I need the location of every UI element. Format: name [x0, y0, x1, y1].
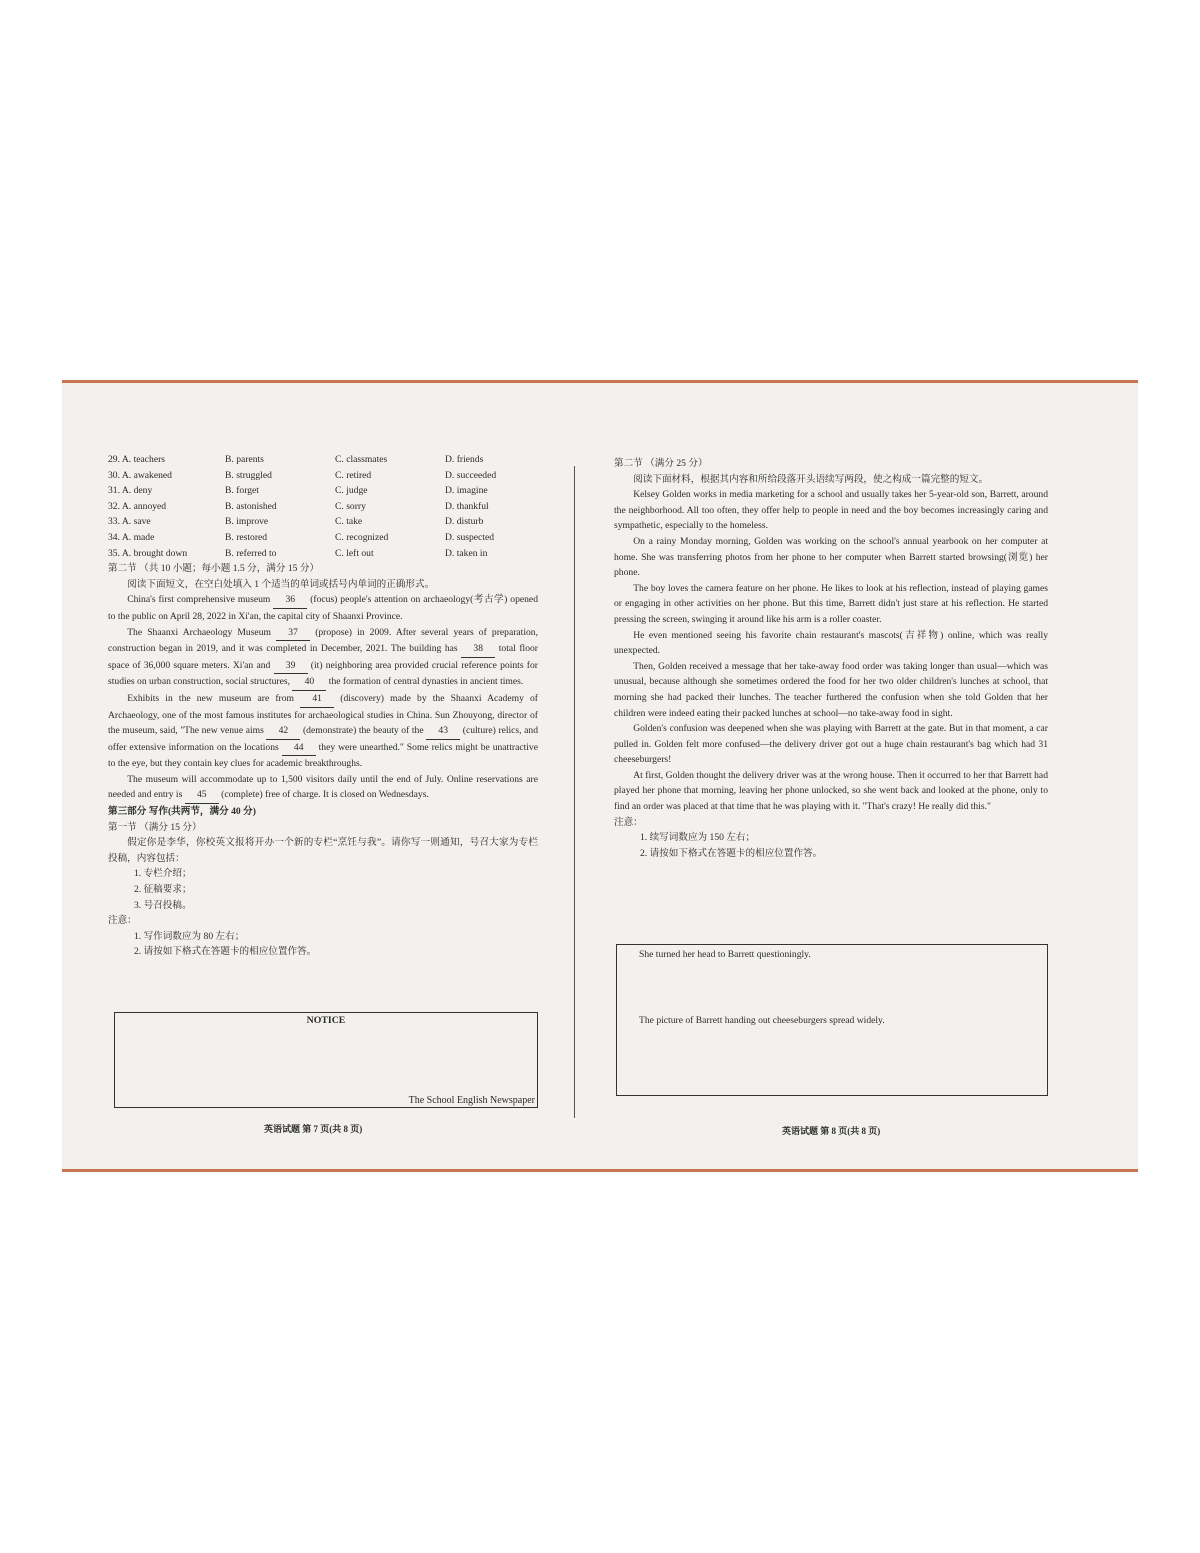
list-item: 3. 号召投稿。	[134, 899, 192, 911]
option-d: D. disturb	[445, 516, 484, 528]
option-b: B. astonished	[225, 500, 277, 512]
option-d: D. taken in	[445, 547, 488, 559]
right-page	[614, 456, 1048, 861]
left-page	[108, 452, 538, 960]
section-instruction: 阅读下面材料，根据其内容和所给段落开头语续写两段，使之构成一篇完整的短文。	[633, 473, 989, 485]
note-label: 注意：	[108, 915, 137, 927]
text: (focus) people's attention on archaeology(考古学) opened to the public on April 28, 2022 in Xi'an, the capital city of Shaanxi Province.	[108, 594, 538, 622]
note-label: 注意：	[614, 816, 643, 828]
option-a: 35. A. brought down	[108, 547, 188, 559]
option-row	[108, 514, 538, 530]
text: they were unearthed." Some relics might be unattractive to the eye, but they contain key clues for academic breakthroughs.	[108, 741, 538, 770]
option-row	[108, 499, 538, 515]
list-item: 2. 请按如下格式在答题卡的相应位置作答。	[134, 946, 317, 958]
text: China's first comprehensive museum	[127, 594, 274, 606]
option-c: C. sorry	[335, 500, 366, 512]
text: total floor space of 36,000 square meters. Xi'an and	[108, 643, 538, 671]
blank-42: 42	[266, 723, 300, 740]
list-item: 2. 征稿要求；	[134, 884, 192, 896]
text: (culture) relics, and offer extensive information on the locations	[108, 725, 538, 753]
story-paragraph-7: At first, Golden thought the delivery driver was at the wrong house. Then it occurred to her that Barrett had played her phone that morning, leaving her phone unlocked, so she went back and looked at the phone, only to find an order was placed at that time that he was playing with it. "That's crazy! He really did this."	[614, 769, 1048, 813]
option-d: D. thankful	[445, 500, 489, 512]
option-b: B. restored	[225, 531, 268, 543]
option-b: B. forget	[225, 485, 259, 497]
option-row	[108, 530, 538, 546]
list-item: 2. 请按如下格式在答题卡的相应位置作答。	[640, 847, 823, 859]
text: The museum will accommodate up to 1,500 visitors daily until the end of July. Online reservations are needed and entry is	[108, 773, 538, 801]
option-a: 31. A. deny	[108, 485, 153, 497]
story-paragraph-2: On a rainy Monday morning, Golden was working on the school's annual yearbook on her computer at home. She was transferring photos from her phone to her computer when Barrett started browsing(浏览) her phone.	[614, 535, 1048, 579]
page-divider	[574, 466, 575, 1118]
text: (propose) in 2009. After several years of preparation, construction began in 2019, and it was completed in December, 2021. The building has	[108, 626, 538, 655]
option-row	[108, 546, 538, 562]
continuation-opening-2: The picture of Barrett handing out cheeseburgers spread widely.	[639, 1015, 885, 1026]
option-d: D. friends	[445, 454, 484, 465]
option-a: 30. A. awakened	[108, 469, 172, 481]
story-paragraph-6: Golden's confusion was deepened when she was playing with Barrett at the gate. But in that moment, a car pulled in. Golden felt more confused—the delivery driver got out a huge chain restaurant's bag which had 31 cheeseburgers!	[614, 723, 1048, 766]
blank-40: 40	[292, 674, 326, 691]
section-heading: 第二节 （满分 25 分）	[614, 458, 708, 469]
option-c: C. classmates	[335, 454, 388, 465]
passage-paragraph-2	[108, 625, 538, 691]
page-footer-right: 英语试题 第 8 页(共 8 页)	[782, 1126, 881, 1136]
options-list	[108, 452, 538, 561]
story-paragraph-4: He even mentioned seeing his favorite chain restaurant's mascots(吉祥物) online, which was really unexpected.	[614, 629, 1048, 657]
right-notes	[614, 830, 1048, 861]
option-b: B. referred to	[225, 547, 277, 559]
option-row	[108, 468, 538, 484]
passage-paragraph-3	[108, 691, 538, 772]
list-item: 1. 写作词数应为 80 左右；	[134, 930, 245, 942]
notice-answer-box	[114, 1012, 538, 1108]
story-paragraph-5: Then, Golden received a message that her take-away food order was taking longer than usual—which was unusual, because although she sometimes ordered the food for her two older children's lunches at school, that morning she had packed their lunches. The teacher furthered the confusion when she told Golden that her children were indeed eating their packed lunches at school—no take-away food in sight.	[614, 660, 1048, 719]
continuation-answer-box	[616, 944, 1048, 1096]
blank-38: 38	[461, 641, 495, 658]
blank-45: 45	[185, 787, 219, 804]
option-a: 33. A. save	[108, 516, 151, 528]
notice-signature: The School English Newspaper	[408, 1095, 535, 1106]
option-c: C. judge	[335, 485, 368, 497]
notice-title: NOTICE	[306, 1015, 346, 1026]
list-item: 1. 专栏介绍；	[134, 868, 192, 880]
section2-heading: 第二节 （共 10 小题；每小题 1.5 分，满分 15 分）	[108, 563, 320, 575]
option-row	[108, 452, 538, 468]
writing1-heading: 第一节 （满分 15 分）	[108, 821, 202, 833]
story-paragraph-3: The boy loves the camera feature on her phone. He likes to look at his reflection, instead of playing games or engaging in other activities on her phone. But this time, Barrett didn't just stare at his reflection. He started pressing the screen, swinging it around like his arm is a roller coaster.	[614, 582, 1048, 625]
option-c: C. take	[335, 516, 363, 528]
option-d: D. imagine	[445, 485, 488, 497]
passage-paragraph-4	[108, 772, 538, 804]
passage-paragraph-1	[108, 592, 538, 624]
writing1-items	[108, 866, 538, 913]
option-d: D. succeeded	[445, 469, 497, 481]
option-a: 34. A. made	[108, 531, 155, 543]
text: (discovery) made by the Shaanxi Academy of Archaeology, one of the most famous institutes for archaeological studies in China. Sun Zhouyong, director of the museum, said, "The new venue aims	[108, 692, 538, 737]
option-b: B. improve	[225, 516, 269, 528]
option-a: 29. A. teachers	[108, 454, 166, 465]
text: Exhibits in the new museum are from	[127, 692, 301, 704]
continuation-opening-1: She turned her head to Barrett questioningly.	[639, 949, 811, 960]
option-c: C. left out	[335, 547, 374, 559]
text: (demonstrate) the beauty of the	[300, 725, 427, 737]
part3-heading: 第三部分 写作(共两节，满分 40 分)	[108, 806, 256, 818]
blank-41: 41	[300, 691, 334, 708]
section2-instruction: 阅读下面短文，在空白处填入 1 个适当的单词或括号内单词的正确形式。	[127, 578, 435, 590]
option-b: B. struggled	[225, 469, 272, 481]
option-d: D. suspected	[445, 531, 495, 543]
text: the formation of central dynasties in ancient times.	[326, 676, 524, 688]
writing1-notes	[108, 929, 538, 960]
blank-44: 44	[282, 740, 316, 757]
option-c: C. recognized	[335, 531, 389, 543]
page-footer-left: 英语试题 第 7 页(共 8 页)	[264, 1124, 363, 1134]
option-b: B. parents	[225, 454, 264, 465]
story-paragraph-1: Kelsey Golden works in media marketing for a school and usually takes her 5-year-old son, Barrett, around the neighborhood. All too often, they offer help to people in need and the boy becomes increasingly caring and sympathetic, especially to the homeless.	[614, 489, 1048, 532]
blank-36: 36	[273, 592, 307, 609]
text: (complete) free of charge. It is closed on Wednesdays.	[218, 789, 429, 801]
text: The Shaanxi Archaeology Museum	[127, 626, 277, 638]
blank-43: 43	[426, 723, 460, 740]
option-c: C. retired	[335, 469, 372, 481]
blank-37: 37	[276, 625, 310, 642]
option-a: 32. A. annoyed	[108, 500, 167, 512]
writing1-prompt: 假定你是李华，你校英文报将开办一个新的专栏“烹饪与我”。请你写一则通知，号召大家为专栏投稿，内容包括：	[108, 837, 538, 864]
blank-39: 39	[274, 658, 308, 675]
text: (it) neighboring area provided crucial reference points for studies on urban construction, social structures,	[108, 659, 538, 688]
option-row	[108, 483, 538, 499]
list-item: 1. 续写词数应为 150 左右；	[640, 832, 756, 844]
